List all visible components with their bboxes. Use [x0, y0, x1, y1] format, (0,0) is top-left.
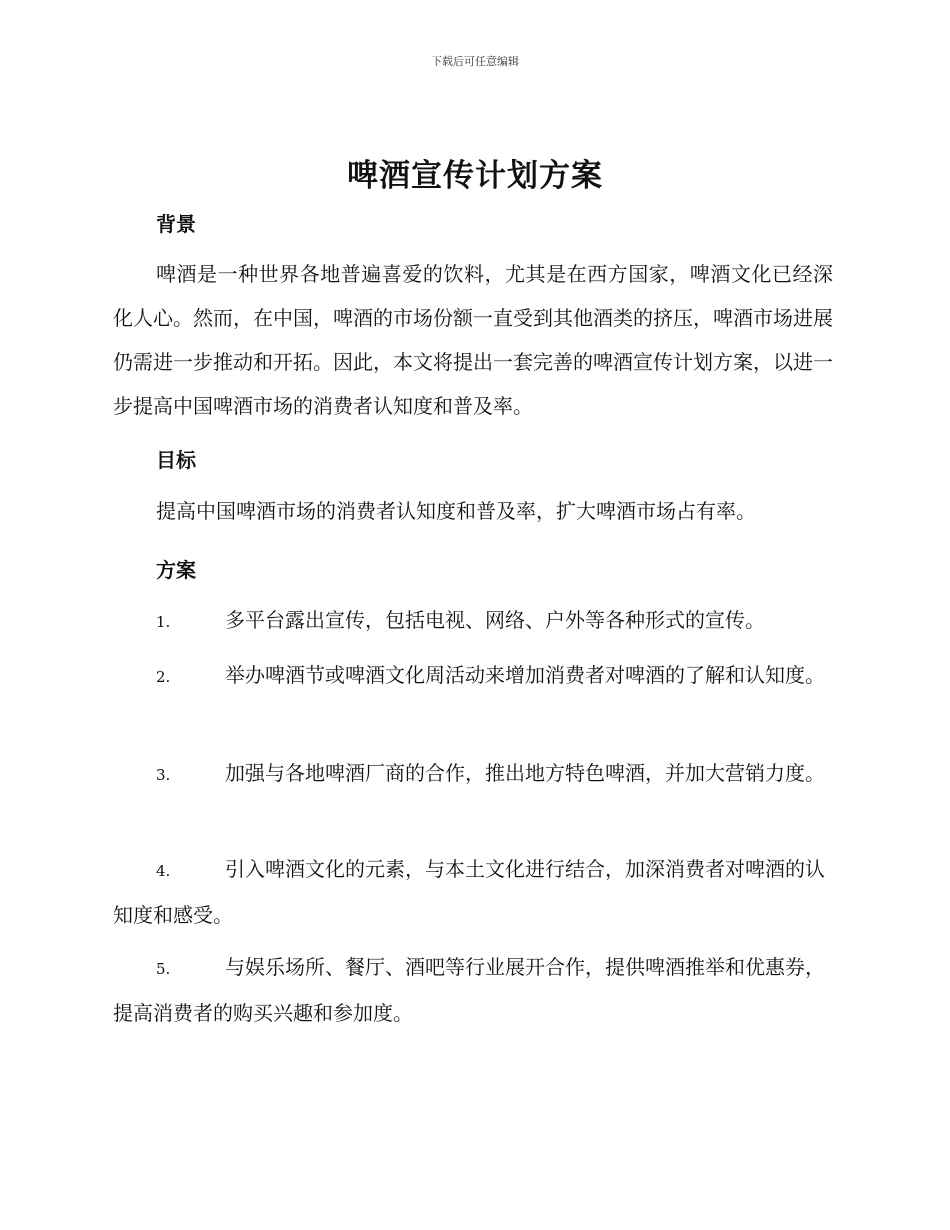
plan-list-item: [113, 847, 833, 937]
document-title: 啤酒宣传计划方案: [347, 158, 603, 194]
list-item-number: 5.: [156, 960, 171, 978]
plan-list-item: [113, 751, 833, 797]
plan-list-item: [113, 653, 833, 699]
goal-paragraph: 提高中国啤酒市场的消费者认知度和普及率，扩大啤酒市场占有率。: [156, 499, 756, 523]
plan-list-item: [113, 945, 833, 1035]
section-heading-plan: 方案: [156, 558, 196, 582]
background-paragraph: 啤酒是一种世界各地普遍喜爱的饮料，尤其是在西方国家，啤酒文化已经深化人心。然而，在中国，啤酒的市场份额一直受到其他酒类的挤压，啤酒市场进展仍需进一步推动和开拓。因此，本文将提出一套完善的啤酒宣传计划方案，以进一步提高中国啤酒市场的消费者认知度和普及率。: [113, 262, 833, 418]
section-heading-background: 背景: [156, 212, 196, 236]
list-item-number: 2.: [156, 668, 171, 686]
list-item-number: 4.: [156, 862, 171, 880]
list-item-number: 3.: [156, 766, 171, 784]
list-item-text: 举办啤酒节或啤酒文化周活动来增加消费者对啤酒的了解和认知度。: [225, 663, 825, 687]
plan-list-item: [113, 598, 833, 644]
list-item-number: 1.: [156, 613, 171, 631]
list-item-text: 引入啤酒文化的元素，与本土文化进行结合，加深消费者对啤酒的认知度和感受。: [113, 857, 825, 927]
list-item-text: 加强与各地啤酒厂商的合作，推出地方特色啤酒，并加大营销力度。: [225, 761, 825, 785]
section-heading-goal: 目标: [156, 448, 196, 472]
list-item-text: 多平台露出宣传，包括电视、网络、户外等各种形式的宣传。: [225, 608, 765, 632]
header-note: 下载后可任意编辑: [431, 55, 519, 68]
list-item-text: 与娱乐场所、餐厅、酒吧等行业展开合作，提供啤酒推举和优惠券，提高消费者的购买兴趣和参加度。: [113, 955, 825, 1025]
